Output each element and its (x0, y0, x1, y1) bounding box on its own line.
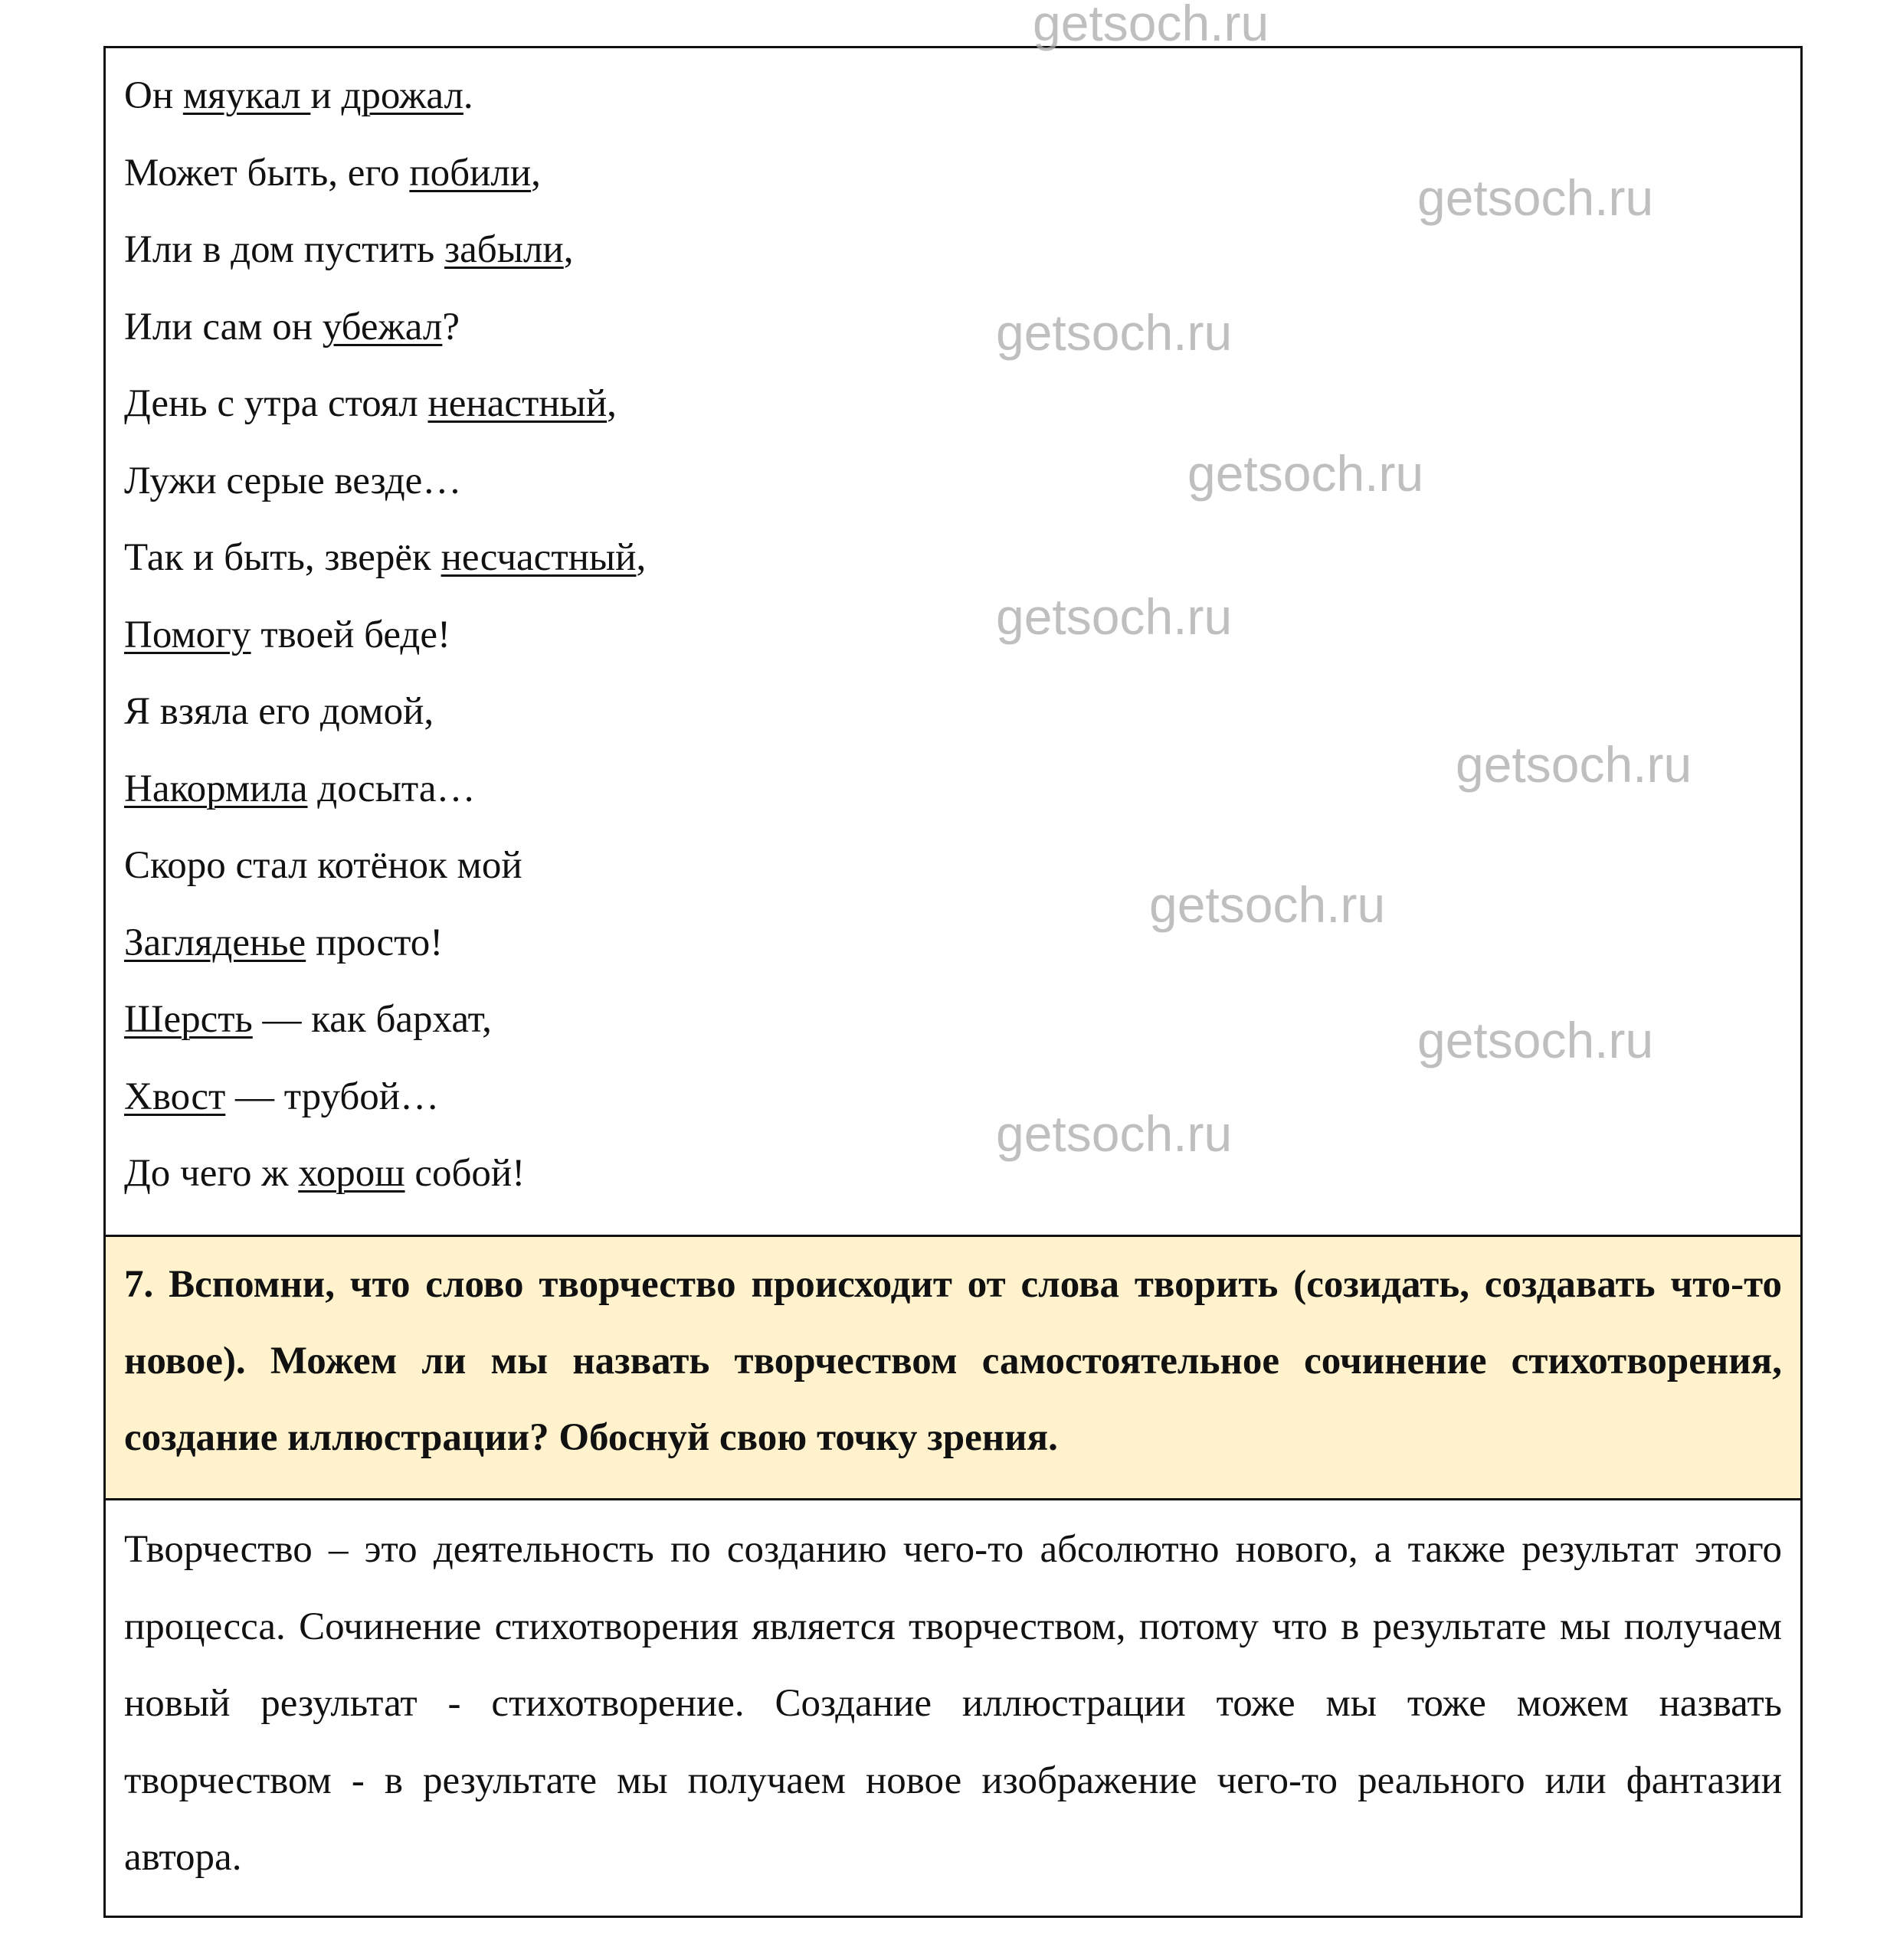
underlined-word: забыли (444, 228, 564, 271)
poem-text: и (310, 74, 342, 117)
underlined-word: хорош (298, 1152, 405, 1195)
poem-line (124, 981, 1782, 1059)
poem-line (124, 1135, 1782, 1212)
poem-line (124, 673, 1782, 751)
poem-line (124, 289, 1782, 366)
underlined-word: мяукал (182, 74, 311, 117)
poem-text: Или в дом пустить (124, 228, 444, 271)
underlined-word: Хвост (124, 1075, 226, 1118)
poem-text: собой! (405, 1152, 526, 1195)
poem-text: Так и быть, зверёк (124, 536, 441, 579)
underlined-word: ненастный (427, 382, 608, 425)
poem-text: — как бархат, (252, 998, 492, 1041)
watermark: getsoch.ru (996, 1105, 1233, 1162)
poem-line (124, 211, 1782, 289)
poem-text: — трубой… (225, 1075, 440, 1118)
poem-text: Или сам он (124, 305, 323, 348)
underlined-word: несчастный (441, 536, 637, 579)
underlined-word: дрожал (341, 74, 463, 117)
poem-text: День с утра стоял (124, 382, 428, 425)
poem-text: досыта… (307, 767, 476, 810)
poem-line (124, 905, 1782, 982)
poem-line (124, 751, 1782, 828)
underlined-word: убежал (322, 305, 443, 348)
underlined-word: побили (409, 151, 532, 195)
poem-line (124, 519, 1782, 597)
poem-text: , (531, 151, 541, 195)
underlined-word: Шерсть (124, 998, 253, 1041)
watermark: getsoch.ru (1417, 1012, 1654, 1068)
poem-line (124, 57, 1782, 135)
poem-text: Может быть, его (124, 151, 410, 195)
poem-block (106, 48, 1800, 1237)
underlined-word: Помогу (124, 613, 251, 656)
watermark: getsoch.ru (1417, 169, 1654, 226)
exercise-frame (103, 46, 1803, 1918)
watermark: getsoch.ru (996, 304, 1233, 361)
poem-text: , (636, 536, 647, 579)
poem-text: Лужи серые везде… (124, 459, 462, 502)
poem-line (124, 365, 1782, 443)
poem-line (124, 443, 1782, 520)
task-answer: Творчество – это деятельность по созданию чего-то абсолютно нового, а также результат этого процесса. Сочинение стихотворения является творчеством, потому что в результате мы получаем новый результат - стихотворение. Создание иллюстрации тоже мы тоже можем назвать творчеством - в результате мы получаем новое изображение чего-то реального или фантазии автора. (124, 1528, 1782, 1879)
poem-text: До чего ж (124, 1152, 299, 1195)
poem-text: Скоро стал котёнок мой (124, 844, 522, 887)
watermark: getsoch.ru (996, 588, 1233, 645)
poem-text: , (607, 382, 617, 425)
poem-text: , (563, 228, 574, 271)
poem-line (124, 1059, 1782, 1136)
task-question: 7. Вспомни, что слово творчество происходит от слова творить (созидать, создавать что-то новое). Можем ли мы назвать творчеством самостоятельное сочинение стихотворения, создание иллюстрации? Обоснуй свою точку зрения. (106, 1235, 1800, 1500)
poem-text: Я взяла его домой, (124, 690, 434, 733)
watermark: getsoch.ru (1149, 876, 1386, 933)
poem-text: ? (442, 305, 460, 348)
poem-text: . (463, 74, 473, 117)
poem-text: просто! (306, 921, 444, 964)
watermark: getsoch.ru (1456, 736, 1692, 793)
underlined-word: Загляденье (124, 921, 306, 964)
watermark: getsoch.ru (1187, 445, 1424, 502)
poem-line (124, 597, 1782, 674)
poem-line (124, 827, 1782, 905)
poem-text: твоей беде! (251, 613, 450, 656)
poem-text: Он (124, 74, 183, 117)
underlined-word: Накормила (124, 767, 308, 810)
poem-line (124, 135, 1782, 212)
watermark: getsoch.ru (1033, 0, 1269, 51)
